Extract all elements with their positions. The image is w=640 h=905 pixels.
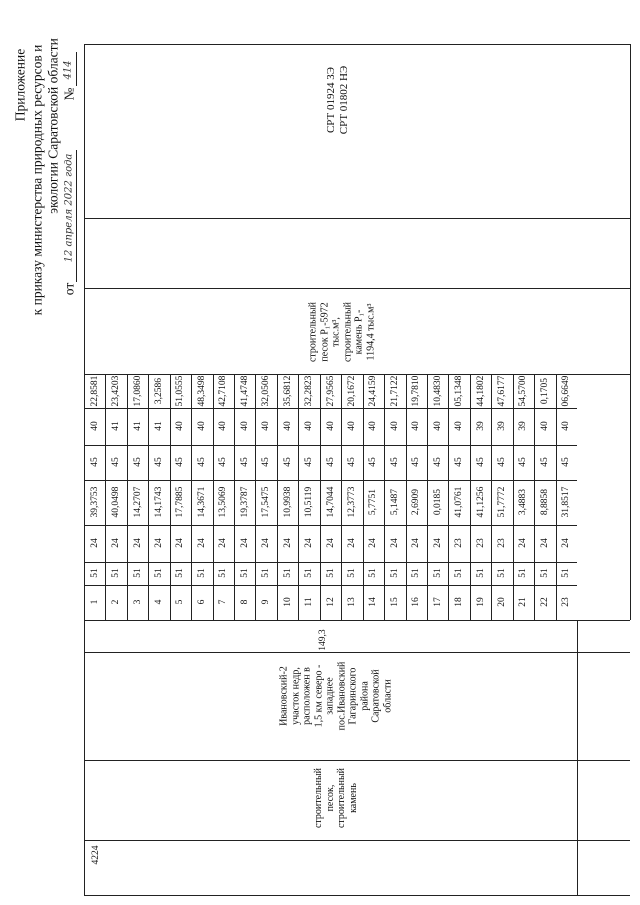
- reserves-cell: строительный песок P₁-5972 тыс.м³, строительный камень P₁- 1194,4 тыс.м³: [307, 301, 376, 363]
- license-cell: СРТ 01924 ЗЭ СРТ 01802 НЭ: [325, 65, 350, 135]
- point-lon-s: 51,0555: [175, 375, 186, 407]
- grid-line-v: [384, 374, 385, 620]
- point-lat-s: 14,2707: [132, 486, 143, 518]
- point-lon-d: 45: [518, 457, 529, 467]
- point-lat-s: 31,8517: [561, 486, 572, 518]
- grid-line-v: [556, 374, 557, 620]
- point-lon-m: 40: [454, 421, 465, 431]
- point-n: 16: [411, 597, 422, 607]
- point-lon-d: 45: [475, 457, 486, 467]
- grid-line-v: [255, 374, 256, 620]
- area-cell: 149,3: [318, 629, 328, 651]
- header-number-prefix: №: [61, 87, 77, 101]
- point-lat-m: 24: [89, 538, 100, 548]
- point-lat-m: 24: [218, 538, 229, 548]
- grid-line-v: [170, 374, 171, 620]
- point-lat-s: 14,7044: [325, 486, 336, 518]
- point-n: 2: [111, 599, 122, 605]
- point-lon-m: 39: [518, 421, 529, 431]
- point-lat-s: 40,0498: [111, 486, 122, 518]
- point-n: 18: [454, 597, 465, 607]
- point-n: 10: [282, 597, 293, 607]
- point-lat-d: 51: [411, 568, 422, 578]
- point-lat-m: 24: [432, 538, 443, 548]
- point-lat-m: 24: [518, 538, 529, 548]
- point-lon-s: 42,7108: [218, 375, 229, 407]
- header-date-prefix: от: [61, 282, 77, 296]
- point-lon-d: 45: [411, 457, 422, 467]
- point-lat-s: 41,1256: [475, 486, 486, 518]
- point-lat-m: 24: [411, 538, 422, 548]
- point-lon-d: 45: [346, 457, 357, 467]
- point-lon-s: 32,2823: [304, 375, 315, 407]
- point-lon-s: 27,9565: [325, 375, 336, 407]
- point-lat-m: 24: [111, 538, 122, 548]
- point-lon-d: 45: [368, 457, 379, 467]
- point-lat-d: 51: [261, 568, 272, 578]
- header-line-1: Приложение: [12, 48, 28, 122]
- point-lat-d: 51: [475, 568, 486, 578]
- point-n: 22: [539, 597, 550, 607]
- point-n: 20: [496, 597, 507, 607]
- point-lon-d: 45: [89, 457, 100, 467]
- point-lat-m: 24: [282, 538, 293, 548]
- point-lon-m: 40: [389, 421, 400, 431]
- point-lat-d: 51: [432, 568, 443, 578]
- point-lat-d: 51: [389, 568, 400, 578]
- mineral-cell: строительный песок, строительный камень: [313, 767, 359, 829]
- grid-line-h: [84, 652, 630, 653]
- point-lon-s: 44,1802: [475, 375, 486, 407]
- point-lon-s: 21,7122: [389, 375, 400, 407]
- point-lon-m: 40: [368, 421, 379, 431]
- point-lon-d: 45: [218, 457, 229, 467]
- point-lon-d: 45: [261, 457, 272, 467]
- grid-line-v: [534, 374, 535, 620]
- point-n: 17: [432, 597, 443, 607]
- point-lon-d: 45: [154, 457, 165, 467]
- point-lat-d: 51: [111, 568, 122, 578]
- point-lat-m: 24: [132, 538, 143, 548]
- point-lon-s: 17,0860: [132, 375, 143, 407]
- point-lat-d: 51: [175, 568, 186, 578]
- point-lon-m: 40: [175, 421, 186, 431]
- point-n: 15: [389, 597, 400, 607]
- point-lon-m: 41: [111, 421, 122, 431]
- point-lat-s: 13,5069: [218, 486, 229, 518]
- point-lon-m: 41: [154, 421, 165, 431]
- point-lon-s: 10,4830: [432, 375, 443, 407]
- point-lat-s: 41,0761: [454, 486, 465, 518]
- point-lat-d: 51: [368, 568, 379, 578]
- grid-line-h: [84, 445, 577, 446]
- point-lon-m: 39: [475, 421, 486, 431]
- point-n: 5: [175, 599, 186, 605]
- point-lon-d: 45: [389, 457, 400, 467]
- point-lat-m: 24: [561, 538, 572, 548]
- point-lat-s: 14,1743: [154, 486, 165, 518]
- point-lat-m: 23: [496, 538, 507, 548]
- point-lon-s: 20,1672: [346, 375, 357, 407]
- point-lon-s: 05,1348: [454, 375, 465, 407]
- grid-line-h: [84, 218, 630, 219]
- grid-line-h: [84, 585, 577, 586]
- site-cell: Ивановский-2 участок недр, расположен в 1,5 км северо - западнее пос.Ивановский Гагаринского района Саратовской области: [278, 661, 393, 731]
- point-lat-d: 51: [325, 568, 336, 578]
- point-lon-m: 40: [282, 421, 293, 431]
- point-lon-m: 40: [411, 421, 422, 431]
- point-lat-s: 5,7751: [368, 488, 379, 516]
- point-lat-m: 23: [454, 538, 465, 548]
- point-lat-d: 51: [518, 568, 529, 578]
- point-lon-s: 54,5700: [518, 375, 529, 407]
- point-lon-s: 32,0506: [261, 375, 272, 407]
- point-lon-d: 45: [432, 457, 443, 467]
- point-lon-m: 40: [561, 421, 572, 431]
- grid-line-h: [84, 840, 630, 841]
- point-lat-d: 51: [454, 568, 465, 578]
- grid-line-h: [84, 44, 630, 45]
- grid-line-v: [513, 374, 514, 620]
- point-lon-d: 45: [454, 457, 465, 467]
- point-n: 14: [368, 597, 379, 607]
- grid-line-v: [105, 374, 106, 620]
- grid-line-v: [470, 374, 471, 620]
- point-lon-d: 45: [175, 457, 186, 467]
- point-lat-d: 51: [304, 568, 315, 578]
- grid-line-v: [406, 374, 407, 620]
- point-lon-s: 06,6649: [561, 375, 572, 407]
- point-lat-s: 12,3773: [346, 486, 357, 518]
- grid-line-h: [84, 760, 630, 761]
- grid-line-v: [298, 374, 299, 620]
- grid-line-h: [84, 525, 577, 526]
- point-lon-d: 45: [239, 457, 250, 467]
- point-n: 8: [239, 599, 250, 605]
- grid-line-v: [577, 620, 578, 895]
- header-line-2: к приказу министерства природных ресурсов и: [29, 44, 45, 316]
- point-lat-m: 24: [261, 538, 272, 548]
- point-lon-m: 40: [346, 421, 357, 431]
- point-lat-d: 51: [496, 568, 507, 578]
- point-lat-d: 51: [282, 568, 293, 578]
- point-lat-m: 23: [475, 538, 486, 548]
- point-lon-m: 40: [218, 421, 229, 431]
- point-n: 6: [196, 599, 207, 605]
- reg-number: 4224: [91, 845, 101, 865]
- grid-line-v: [491, 374, 492, 620]
- point-lon-m: 40: [325, 421, 336, 431]
- point-lon-m: 40: [196, 421, 207, 431]
- point-lat-s: 17,5475: [261, 486, 272, 518]
- header-line-3: экологии Саратовской области: [45, 38, 61, 214]
- grid-line-v: [213, 374, 214, 620]
- point-lon-d: 45: [282, 457, 293, 467]
- point-lon-m: 40: [304, 421, 315, 431]
- point-lat-d: 51: [218, 568, 229, 578]
- point-lat-d: 51: [132, 568, 143, 578]
- point-lon-m: 40: [539, 421, 550, 431]
- point-lon-m: 39: [496, 421, 507, 431]
- point-lat-s: 10,9938: [282, 486, 293, 518]
- grid-line-v: [148, 374, 149, 620]
- point-lon-d: 45: [111, 457, 122, 467]
- grid-line-v: [320, 374, 321, 620]
- point-n: 23: [561, 597, 572, 607]
- point-lat-d: 51: [239, 568, 250, 578]
- point-n: 12: [325, 597, 336, 607]
- point-lon-d: 45: [539, 457, 550, 467]
- point-lat-d: 51: [539, 568, 550, 578]
- point-n: 21: [518, 597, 529, 607]
- point-lon-s: 48,3498: [196, 375, 207, 407]
- point-lon-s: 47,6177: [496, 375, 507, 407]
- point-n: 19: [475, 597, 486, 607]
- point-lon-s: 35,6812: [282, 375, 293, 407]
- grid-line-v: [448, 374, 449, 620]
- grid-line-h: [84, 895, 630, 896]
- point-lon-d: 45: [132, 457, 143, 467]
- point-lon-d: 45: [496, 457, 507, 467]
- point-lon-m: 40: [432, 421, 443, 431]
- grid-line-h: [84, 288, 630, 289]
- point-lat-s: 0,0185: [432, 488, 443, 516]
- grid-line-v: [84, 44, 85, 895]
- point-lon-s: 23,4203: [111, 375, 122, 407]
- grid-line-v: [630, 44, 631, 620]
- point-lon-m: 41: [132, 421, 143, 431]
- grid-line-v: [234, 374, 235, 620]
- point-lat-m: 24: [196, 538, 207, 548]
- point-lat-d: 51: [346, 568, 357, 578]
- point-n: 1: [89, 599, 100, 605]
- point-lon-s: 3,2586: [154, 377, 165, 405]
- point-lat-s: 5,1487: [389, 488, 400, 516]
- header-number-value: 414: [62, 60, 74, 80]
- point-lat-s: 19,3787: [239, 486, 250, 518]
- point-lon-s: 22,8581: [89, 375, 100, 407]
- grid-line-v: [127, 374, 128, 620]
- point-lat-m: 24: [239, 538, 250, 548]
- grid-line-v: [191, 374, 192, 620]
- point-lat-d: 51: [154, 568, 165, 578]
- point-lat-s: 17,7885: [175, 486, 186, 518]
- point-lat-m: 24: [539, 538, 550, 548]
- point-lon-s: 19,7810: [411, 375, 422, 407]
- point-lat-s: 10,5119: [304, 486, 315, 518]
- point-lon-d: 45: [196, 457, 207, 467]
- grid-line-v: [427, 374, 428, 620]
- number-underline: [76, 52, 77, 86]
- point-lon-d: 45: [304, 457, 315, 467]
- grid-line-h: [84, 620, 630, 621]
- point-lat-m: 24: [389, 538, 400, 548]
- point-lat-s: 8,8858: [539, 488, 550, 516]
- grid-line-h: [84, 562, 577, 563]
- point-lat-d: 51: [561, 568, 572, 578]
- header-date-value: 12 апреля 2022 года: [63, 153, 75, 263]
- point-lon-s: 41,4748: [239, 375, 250, 407]
- point-lon-s: 24,4159: [368, 375, 379, 407]
- point-n: 7: [218, 599, 229, 605]
- point-lat-m: 24: [175, 538, 186, 548]
- point-lat-d: 51: [89, 568, 100, 578]
- point-n: 13: [346, 597, 357, 607]
- point-lat-m: 24: [304, 538, 315, 548]
- point-lat-s: 2,6909: [411, 488, 422, 516]
- point-lon-d: 45: [325, 457, 336, 467]
- point-lat-s: 51,7772: [496, 486, 507, 518]
- point-lon-d: 45: [561, 457, 572, 467]
- point-lon-m: 40: [261, 421, 272, 431]
- point-lon-m: 40: [89, 421, 100, 431]
- point-lat-s: 14,3671: [196, 486, 207, 518]
- grid-line-v: [277, 374, 278, 620]
- point-n: 3: [132, 599, 143, 605]
- point-lat-s: 3,4883: [518, 488, 529, 516]
- point-lon-m: 40: [239, 421, 250, 431]
- grid-line-h: [84, 480, 577, 481]
- date-underline: [76, 150, 77, 282]
- grid-line-v: [363, 374, 364, 620]
- point-n: 4: [154, 599, 165, 605]
- grid-line-v: [341, 374, 342, 620]
- point-lat-m: 24: [368, 538, 379, 548]
- point-lat-d: 51: [196, 568, 207, 578]
- point-lon-s: 0,1705: [539, 377, 550, 405]
- point-n: 11: [304, 597, 315, 607]
- point-lat-s: 39,3753: [89, 486, 100, 518]
- point-n: 9: [261, 599, 272, 605]
- point-lat-m: 24: [325, 538, 336, 548]
- point-lat-m: 24: [154, 538, 165, 548]
- grid-line-h: [84, 374, 630, 375]
- point-lat-m: 24: [346, 538, 357, 548]
- grid-line-h: [84, 408, 577, 409]
